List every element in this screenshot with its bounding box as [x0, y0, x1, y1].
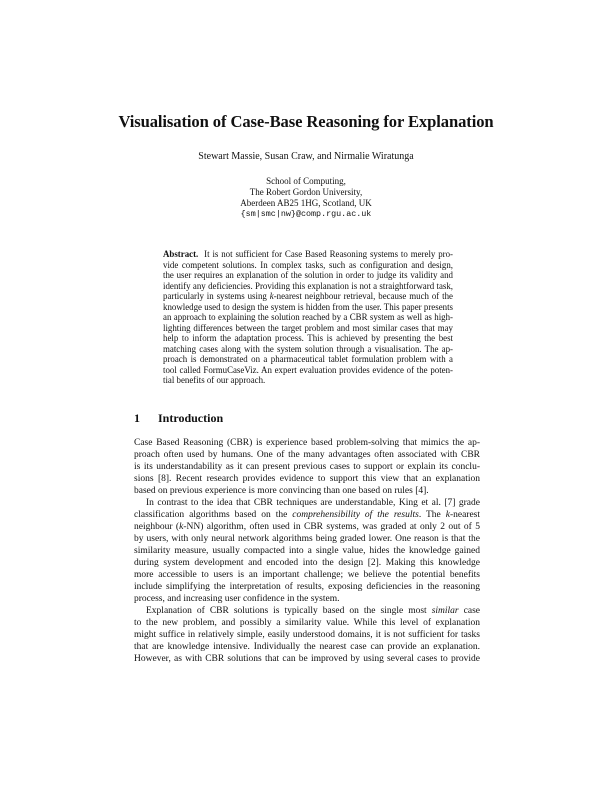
body-line: is its understandability as it can present previous cases to support or explain its conclu-	[134, 462, 480, 472]
abstract-text: It is not sufficient for Case Based Reasoning systems to merely pro-	[204, 249, 454, 259]
body-line: based on previous experience is more convincing than one based on rules [4].	[134, 486, 429, 496]
affiliation-block	[0, 176, 612, 220]
body-text-run: case	[463, 606, 481, 616]
abstract-text: -nearest neighbour retrieval, because much of the	[273, 291, 453, 301]
section-number: 1	[134, 411, 140, 425]
author-list: Stewart Massie, Susan Craw, and Nirmalie Wiratunga	[198, 151, 414, 162]
abstract-line: help to inform the adaptation process. This is achieved by presenting the best	[163, 333, 453, 343]
italic-k: k	[269, 291, 274, 301]
abstract-line: vide competent solutions. In complex tasks, such as configuration and design,	[163, 259, 453, 270]
body-line	[134, 521, 480, 533]
abstract-line	[163, 291, 453, 302]
body-text-run: -nearest	[449, 510, 481, 520]
body-line	[134, 605, 480, 617]
body-line: by users, with only neural network algorithms being graded lower. One reason is that the	[134, 534, 480, 544]
body-text-run: neighbour (	[134, 522, 180, 532]
body-line: might suffice in relatively simple, easily understood domains, it is not sufficient for tasks	[134, 630, 480, 640]
body-line: In contrast to the idea that CBR techniques are understandable, King et al. [7] grade	[146, 498, 480, 508]
body-line: more accessible to users is an important challenge; we believe the potential benefits	[134, 570, 480, 580]
body-text-run: -NN) algorithm, often used in CBR systems, was graded at only 2 out of 5	[183, 522, 481, 532]
section-title: Introduction	[158, 411, 224, 425]
body-text-run: classification algorithms based on the	[134, 510, 288, 520]
section-heading	[134, 411, 223, 426]
affiliation-line: The Robert Gordon University,	[249, 186, 363, 197]
abstract-line: matching cases along with the system solution through a visualisation. The ap-	[163, 343, 453, 354]
author-email: {sm|smc|nw}@comp.rgu.ac.uk	[240, 208, 372, 219]
abstract-line: tial benefits of our approach.	[163, 375, 266, 385]
abstract-line: identify any deficiencies. Providing this explanation is not a straightforward task,	[163, 280, 453, 291]
abstract-label: Abstract.	[163, 249, 199, 259]
abstract-line: lighting differences between the target problem and most similar cases that may	[163, 322, 453, 333]
italic-k: k	[445, 510, 450, 520]
body-line: include simplifying the interpretation of results, exposing deficiencies in the reasoning	[134, 582, 480, 592]
body-line: Case Based Reasoning (CBR) is experience based problem-solving that mimics the ap-	[134, 438, 480, 448]
abstract-line	[163, 249, 453, 260]
abstract	[163, 249, 453, 386]
abstract-line: proach is demonstrated on a pharmaceutical tablet formulation problem with a	[163, 354, 453, 364]
body-line: sions [8]. Recent research provides evidence to support this view that an explanation	[134, 474, 480, 484]
body-line: proach often used by humans. One of the many advantages often associated with CBR	[134, 450, 480, 460]
abstract-line: the user requires an explanation of the solution in order to judge its validity and	[163, 270, 453, 280]
paper-title: Visualisation of Case-Base Reasoning for Explanation	[118, 112, 494, 131]
body-text-run: Explanation of CBR solutions is typically based on the single most	[146, 606, 427, 616]
affiliation-line: School of Computing,	[266, 176, 346, 186]
body-line: to the new problem, and possibly a similarity value. While this level of explanation	[134, 618, 480, 628]
abstract-text: particularly in systems using	[163, 291, 267, 301]
italic-k: k	[179, 522, 184, 532]
affiliation-line: Aberdeen AB25 1HG, Scotland, UK	[240, 197, 372, 208]
body-line	[134, 509, 480, 521]
body-text-run: . The	[418, 510, 441, 520]
body-text	[134, 437, 480, 665]
italic-phrase: comprehensibility of the results	[292, 510, 419, 520]
body-line: similarity measure, usually compacted into a single value, hides the knowledge gained	[134, 546, 480, 556]
body-line: that are knowledge intensive. Individually the nearest case can provide an explanation.	[134, 642, 480, 652]
abstract-line: an approach to explaining the solution reached by a CBR system as well as high-	[163, 312, 453, 322]
abstract-line: knowledge used to design the system is hidden from the user. This paper presents	[163, 301, 453, 312]
body-line: However, as with CBR solutions that can be improved by using several cases to provide	[134, 654, 480, 664]
abstract-line: tool called FormuCaseViz. An expert evaluation provides evidence of the poten-	[163, 364, 453, 375]
body-line: process, and increasing user confidence in the system.	[134, 594, 340, 604]
body-line: during system development and encoded into the design [2]. Making this knowledge	[134, 558, 480, 568]
italic-phrase: similar	[431, 606, 459, 616]
